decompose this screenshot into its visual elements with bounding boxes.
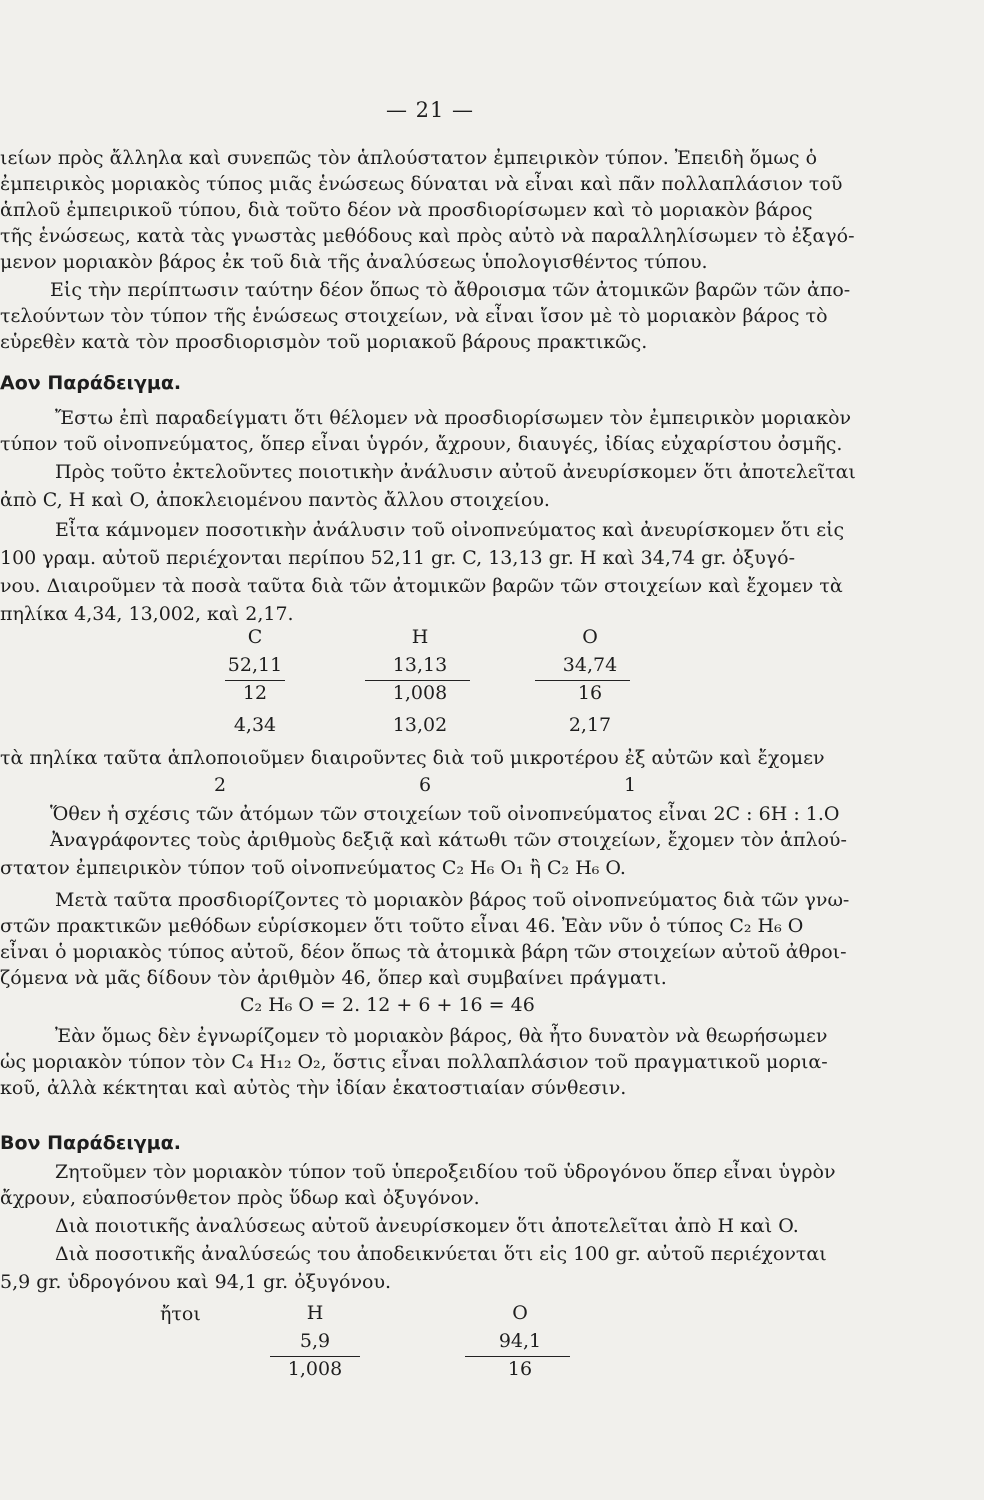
fraction-bar — [535, 680, 630, 681]
text-line: Εἶτα κάμνομεν ποσοτικὴν ἀνάλυσιν τοῦ οἰνοπνεύματος καὶ ἀνευρίσκομεν ὅτι εἰς — [55, 519, 845, 541]
text-line: τύπον τοῦ οἰνοπνεύματος, ὅπερ εἶναι ὑγρόν, ἄχρουν, διαυγές, ἰδίας εὐχαρίστου ὀσμῆς. — [0, 433, 843, 455]
text-line: ιείων πρὸς ἄλληλα καὶ συνεπῶς τὸν ἁπλούστατον ἐμπειρικὸν τύπον. Ἐπειδὴ ὅμως ὁ — [0, 147, 818, 169]
text-line: στῶν πρακτικῶν μεθόδων εὑρίσκομεν ὅτι τοῦτο εἶναι 46. Ἐὰν νῦν ὁ τύπος C₂ H₆ O — [0, 915, 804, 937]
text-line: Ἐὰν ὅμως δὲν ἐγνωρίζομεν τὸ μοριακὸν βάρος, θὰ ἦτο δυνατὸν νὰ θεωρήσωμεν — [55, 1025, 828, 1047]
text-line: ἀπὸ C, H καὶ O, ἀποκλειομένου παντὸς ἄλλου στοιχείου. — [0, 489, 550, 511]
text-line: ἐμπειρικὸς μοριακὸς τύπος μιᾶς ἑνώσεως δύναται νὰ εἶναι καὶ πᾶν πολλαπλάσιον τοῦ — [0, 173, 843, 195]
text-line: μενον μοριακὸν βάρος ἐκ τοῦ διὰ τῆς ἀναλύσεως ὑπολογισθέντος τύπου. — [0, 251, 708, 273]
fraction-bar — [225, 680, 285, 681]
text-line: Ἀναγράφοντες τοὺς ἀριθμοὺς δεξιᾷ καὶ κάτωθι τῶν στοιχείων, ἔχομεν τὸν ἁπλού- — [50, 829, 847, 851]
quotient: 2,17 — [568, 714, 612, 736]
numerator: 52,11 — [227, 654, 283, 676]
example-heading: Αον Παράδειγμα. — [0, 372, 182, 394]
page-number: — 21 — — [385, 98, 475, 122]
element-symbol: H — [411, 626, 429, 648]
simplified-value: 6 — [418, 774, 432, 796]
denominator: 1,008 — [392, 682, 448, 704]
text-line: Διὰ ποιοτικῆς ἀναλύσεως αὐτοῦ ἀνευρίσκομεν ὅτι ἀποτελεῖται ἀπὸ H καὶ O. — [55, 1215, 799, 1237]
text-line: Ζητοῦμεν τὸν μοριακὸν τύπον τοῦ ὑπεροξειδίου τοῦ ὑδρογόνου ὅπερ εἶναι ὑγρὸν — [55, 1161, 836, 1183]
text-line: 5,9 gr. ὑδρογόνου καὶ 94,1 gr. ὀξυγόνου. — [0, 1271, 392, 1293]
text-line: ζόμενα νὰ μᾶς δίδουν τὸν ἀριθμὸν 46, ὅπερ καὶ συμβαίνει πράγματι. — [0, 967, 667, 989]
denominator: 1,008 — [287, 1358, 343, 1380]
text-line: Πρὸς τοῦτο ἐκτελοῦντες ποιοτικὴν ἀνάλυσιν αὐτοῦ ἀνευρίσκομεν ὅτι ἀποτελεῖται — [55, 461, 856, 483]
text-line: εἶναι ὁ μοριακὸς τύπος αὐτοῦ, δέον ὅπως τὰ ἀτομικὰ βάρη τῶν στοιχείων αὐτοῦ ἀθροι- — [0, 941, 847, 963]
quotient: 13,02 — [392, 714, 448, 736]
example-heading: Βον Παράδειγμα. — [0, 1132, 181, 1154]
text-line: Μετὰ ταῦτα προσδιορίζοντες τὸ μοριακὸν βάρος τοῦ οἰνοπνεύματος διὰ τῶν γνω- — [55, 889, 850, 911]
numerator: 34,74 — [562, 654, 618, 676]
text-line: τῆς ἑνώσεως, κατὰ τὰς γνωστὰς μεθόδους καὶ πρὸς αὐτὸ νὰ παραλληλίσωμεν τὸ ἐξαγό- — [0, 225, 855, 247]
text-line: ὡς μοριακὸν τύπον τὸν C₄ H₁₂ O₂, ὅστις εἶναι πολλαπλάσιον τοῦ πραγματικοῦ μορια- — [0, 1051, 828, 1073]
text-line: τὰ πηλίκα ταῦτα ἁπλοποιοῦμεν διαιροῦντες διὰ τοῦ μικροτέρου ἐξ αὐτῶν καὶ ἔχομεν — [0, 747, 825, 769]
fraction-bar — [270, 1356, 360, 1357]
denominator: 12 — [242, 682, 268, 704]
denominator: 16 — [577, 682, 603, 704]
text-line: 100 γραμ. αὐτοῦ περιέχονται περίπου 52,11 gr. C, 13,13 gr. H καὶ 34,74 gr. ὀξυγό- — [0, 547, 796, 569]
element-symbol: O — [582, 626, 598, 648]
text-line: νου. Διαιροῦμεν τὰ ποσὰ ταῦτα διὰ τῶν ἀτομικῶν βαρῶν τῶν στοιχείων καὶ ἔχομεν τὰ — [0, 575, 843, 597]
equation: C₂ H₆ O = 2. 12 + 6 + 16 = 46 — [240, 994, 535, 1016]
text-line: ἄχρουν, εὐαποσύνθετον πρὸς ὕδωρ καὶ ὀξυγόνον. — [0, 1187, 480, 1209]
simplified-value: 2 — [213, 774, 227, 796]
element-symbol: H — [306, 1302, 324, 1324]
text-line: ἁπλοῦ ἐμπειρικοῦ τύπου, διὰ τοῦτο δέον νὰ προσδιορίσωμεν καὶ τὸ μοριακὸν βάρος — [0, 199, 813, 221]
simplified-value: 1 — [623, 774, 637, 796]
lead-word: ἤτοι — [160, 1303, 201, 1325]
element-symbol: O — [512, 1302, 528, 1324]
quotient: 4,34 — [233, 714, 277, 736]
numerator: 13,13 — [392, 654, 448, 676]
text-line: Ὅθεν ἡ σχέσις τῶν ἀτόμων τῶν στοιχείων τοῦ οἰνοπνεύματος εἶναι 2C : 6H : 1.O — [50, 803, 840, 825]
text-line: Διὰ ποσοτικῆς ἀναλύσεώς του ἀποδεικνύεται ὅτι εἰς 100 gr. αὐτοῦ περιέχονται — [55, 1243, 827, 1265]
fraction-bar — [465, 1356, 570, 1357]
text-line: στατον ἐμπειρικὸν τύπον τοῦ οἰνοπνεύματος C₂ H₆ O₁ ἢ C₂ H₆ O. — [0, 857, 626, 879]
text-line: Ἔστω ἐπὶ παραδείγματι ὅτι θέλομεν νὰ προσδιορίσωμεν τὸν ἐμπειρικὸν μοριακὸν — [55, 407, 852, 429]
text-line: εὑρεθὲν κατὰ τὸν προσδιορισμὸν τοῦ μοριακοῦ βάρους πρακτικῶς. — [0, 331, 648, 353]
text-line: τελούντων τὸν τύπον τῆς ἑνώσεως στοιχείων, νὰ εἶναι ἴσον μὲ τὸ μοριακὸν βάρος τὸ — [0, 305, 828, 327]
numerator: 94,1 — [498, 1330, 542, 1352]
text-line: πηλίκα 4,34, 13,002, καὶ 2,17. — [0, 603, 294, 625]
fraction-bar — [365, 680, 470, 681]
denominator: 16 — [507, 1358, 533, 1380]
element-symbol: C — [247, 626, 263, 648]
text-line: Εἰς τὴν περίπτωσιν ταύτην δέον ὅπως τὸ ἄθροισμα τῶν ἀτομικῶν βαρῶν τῶν ἀπο- — [50, 279, 851, 301]
numerator: 5,9 — [299, 1330, 331, 1352]
text-line: κοῦ, ἀλλὰ κέκτηται καὶ αὐτὸς τὴν ἰδίαν ἑκατοστιαίαν σύνθεσιν. — [0, 1077, 627, 1099]
